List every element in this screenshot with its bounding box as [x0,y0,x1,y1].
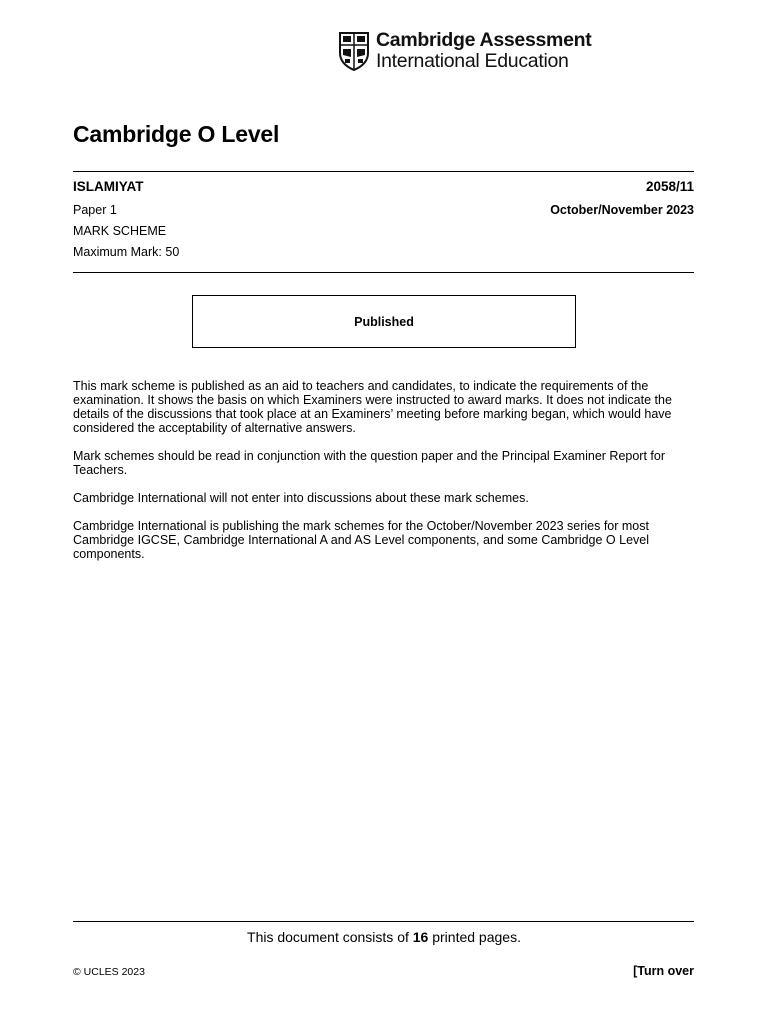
page-count-suffix: printed pages. [428,929,521,945]
footer-divider [73,921,694,922]
published-label: Published [354,314,414,329]
top-divider [73,171,694,172]
logo-line-2: International Education [376,50,569,72]
paper-number: Paper 1 [73,203,117,217]
cambridge-logo [338,30,591,72]
component-code: 2058/11 [645,179,694,194]
copyright: © UCLES 2023 [73,966,145,978]
paragraph: Cambridge International is publishing the mark schemes for the October/November 2023 series for most Cambridge IGCSE, Cambridge International A and AS Level components, and some Cambridge O Level components. [73,519,650,561]
maximum-mark: Maximum Mark: 50 [73,245,180,259]
page-count-note [0,929,768,945]
subject-name: ISLAMIYAT [73,179,144,194]
turn-over: [Turn over [633,964,694,978]
page-count: 16 [412,929,429,945]
exam-session: October/November 2023 [550,203,694,217]
logo-line-1: Cambridge Assessment [376,29,592,51]
cambridge-shield-icon [338,31,370,71]
paragraph: This mark scheme is published as an aid to teachers and candidates, to indicate the requirements of the examination. It shows the basis on which Examiners were instructed to award marks. It does not indicate the details of the discussions that took place at an Examiners’ meeting before marking began, which would have considered the acceptability of alternative answers. [73,379,672,435]
paragraph: Mark schemes should be read in conjunction with the question paper and the Principal Examiner Report for Teachers. [73,449,665,477]
page-count-prefix: This document consists of [247,929,413,945]
document-type: MARK SCHEME [73,224,167,238]
paragraph: Cambridge International will not enter into discussions about these mark schemes. [73,491,529,505]
middle-divider [73,272,694,273]
intro-text [73,379,698,575]
qualification-title: Cambridge O Level [73,121,280,147]
published-box [192,295,576,348]
